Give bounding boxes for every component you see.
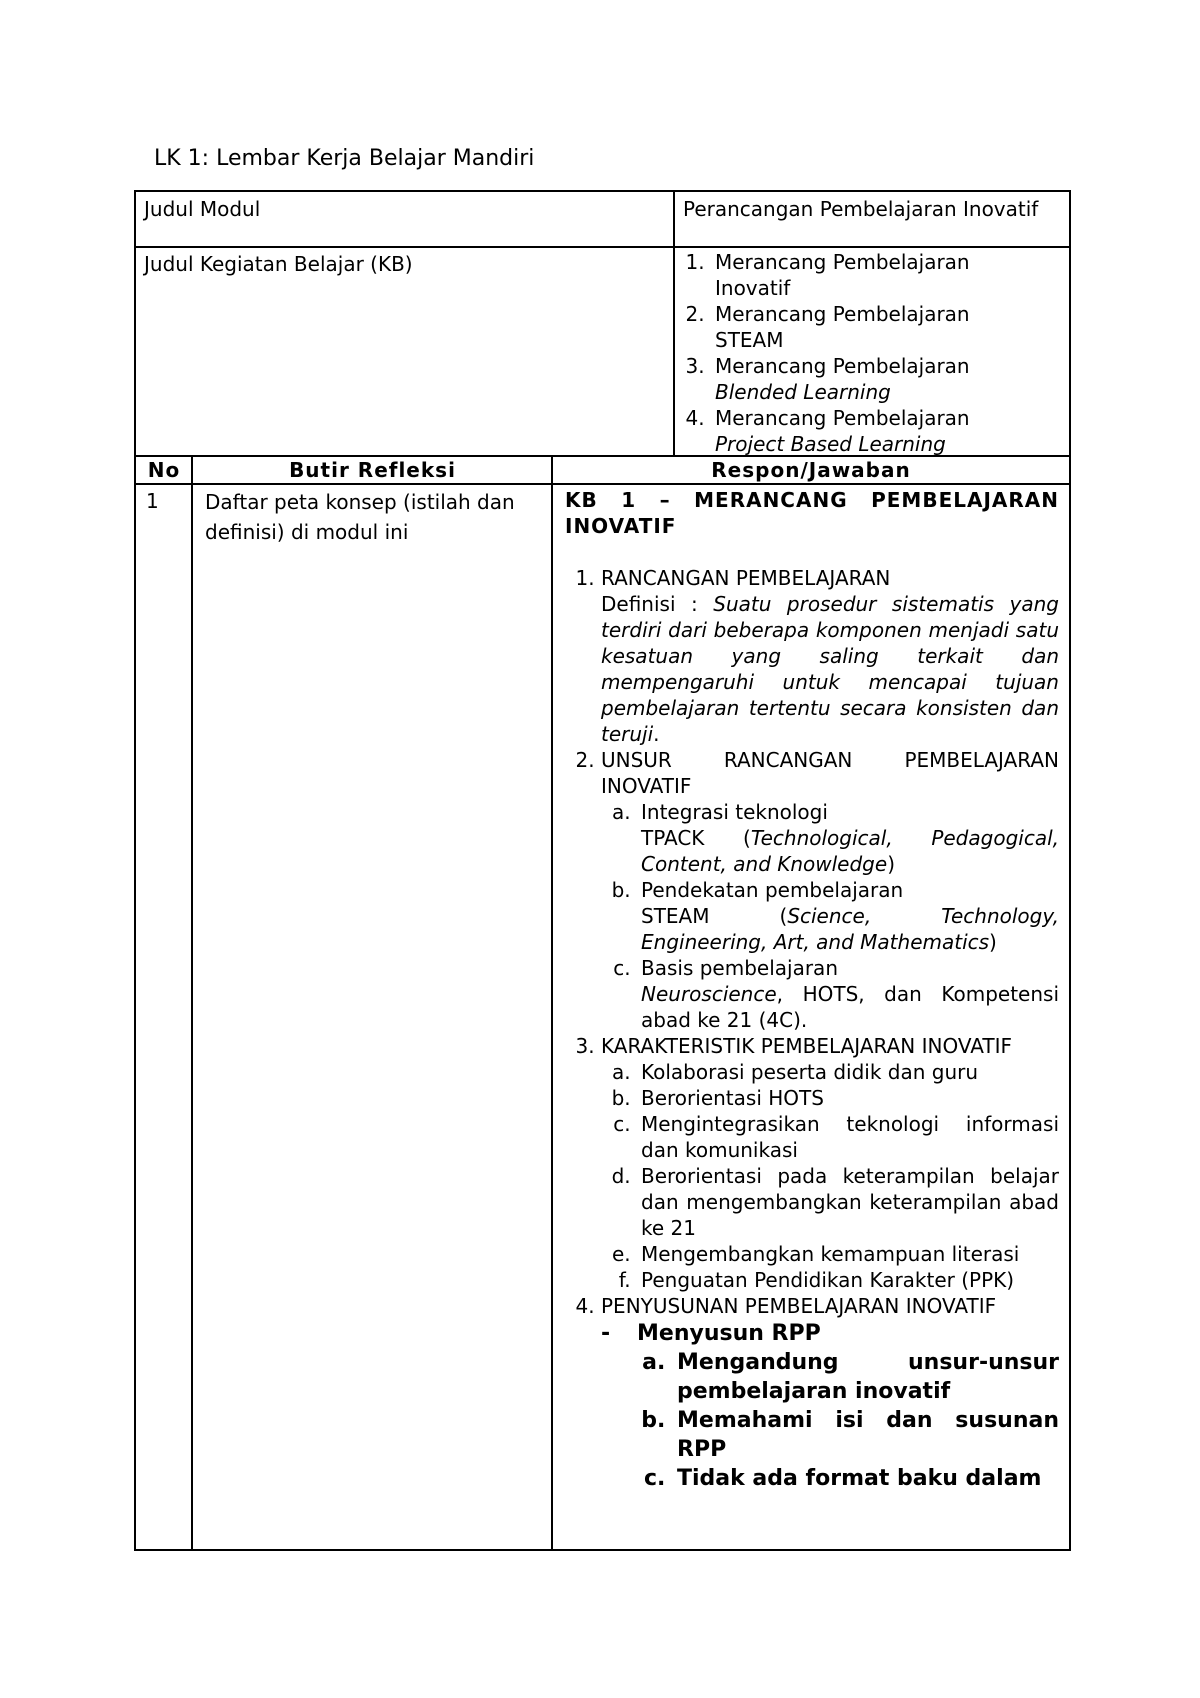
karakteristik-item: b. Berorientasi HOTS: [637, 1085, 1059, 1111]
modul-label: Judul Modul: [144, 197, 261, 221]
concept-item-3: [601, 1033, 1059, 1293]
kb-item: 4. Merancang Pembelajaran Project Based Learning: [711, 405, 1069, 457]
kb-item: 2. Merancang Pembelajaran STEAM: [711, 301, 1069, 353]
rpp-list: [637, 1348, 1059, 1493]
concept-item-4: [601, 1293, 1059, 1493]
concept-4-title: 4. PENYUSUNAN PEMBELAJARAN INOVATIF: [601, 1294, 997, 1318]
kb-item: 3. Merancang Pembelajaran Blended Learning: [711, 353, 1069, 405]
karakteristik-list: [601, 1059, 1059, 1293]
rpp-item: c. Tidak ada format baku dalam: [673, 1464, 1059, 1493]
kb-label-cell: [134, 247, 674, 456]
modul-value-cell: [673, 190, 1071, 248]
modul-value: Perancangan Pembelajaran Inovatif: [683, 197, 1039, 221]
kb-item: 1. Merancang Pembelajaran Inovatif: [711, 249, 1069, 301]
karakteristik-item: d. Berorientasi pada keterampilan belajar dan mengembangkan keterampilan abad ke 21: [637, 1163, 1059, 1241]
header-no: No: [147, 458, 181, 482]
unsur-item: a. Integrasi teknologi TPACK (Technological, Pedagogical, Content, and Knowledge): [637, 799, 1059, 877]
row1-butir-cell: [191, 484, 552, 1551]
kb-heading: KB 1 – MERANCANG PEMBELAJARAN INOVATIF: [565, 488, 1059, 538]
concept-3-title: 3. KARAKTERISTIK PEMBELAJARAN INOVATIF: [601, 1034, 1013, 1058]
concept-1-definition: Definisi : Suatu prosedur sistematis yang terdiri dari beberapa komponen menjadi satu kesatuan yang saling terkait dan mempengaruhi untuk mencapai tujuan pembelajaran tertentu secara konsisten dan teruji.: [601, 592, 1059, 746]
kb-list: [675, 249, 1069, 457]
header-respon: Respon/Jawaban: [711, 458, 911, 482]
concept-1-title: 1. RANCANGAN PEMBELAJARAN: [601, 566, 891, 590]
unsur-list: [601, 799, 1059, 1033]
concept-list: [565, 565, 1059, 1493]
header-butir: Butir Refleksi: [289, 458, 456, 482]
concept-item-1: [601, 565, 1059, 747]
penyusunan-item: - Menyusun RPP a. Mengandung unsur-unsur pembelajaran inovatif b. Memahami isi dan susunan RPP c. Tidak ada format baku dalam: [601, 1319, 1059, 1493]
karakteristik-item: a. Kolaborasi peserta didik dan guru: [637, 1059, 1059, 1085]
modul-label-cell: [134, 190, 674, 248]
karakteristik-item: f. Penguatan Pendidikan Karakter (PPK): [637, 1267, 1059, 1293]
row1-respon-cell: [551, 484, 1071, 1551]
kb-list-cell: [673, 247, 1071, 456]
row1-butir: Daftar peta konsep (istilah dan definisi) di modul ini: [205, 490, 515, 544]
karakteristik-item: e. Mengembangkan kemampuan literasi: [637, 1241, 1059, 1267]
kb-label: Judul Kegiatan Belajar (KB): [144, 252, 413, 276]
unsur-item: b. Pendekatan pembelajaran STEAM (Science, Technology, Engineering, Art, and Mathematics): [637, 877, 1059, 955]
penyusunan-list: [601, 1319, 1059, 1493]
response-body: [553, 484, 1069, 1493]
row1-no: 1: [146, 489, 159, 513]
unsur-item: c. Basis pembelajaran Neuroscience, HOTS, dan Kompetensi abad ke 21 (4C).: [637, 955, 1059, 1033]
rpp-item: a. Mengandung unsur-unsur pembelajaran inovatif: [673, 1348, 1059, 1406]
header-respon-cell: [551, 455, 1071, 485]
karakteristik-item: c. Mengintegrasikan teknologi informasi dan komunikasi: [637, 1111, 1059, 1163]
row1-no-cell: [134, 484, 192, 1551]
document-title: LK 1: Lembar Kerja Belajar Mandiri: [154, 146, 535, 171]
header-no-cell: [134, 455, 192, 485]
header-butir-cell: [191, 455, 552, 485]
concept-2-title: 2. UNSUR RANCANGAN PEMBELAJARAN INOVATIF: [601, 748, 1059, 798]
concept-item-2: [601, 747, 1059, 1033]
rpp-item: b. Memahami isi dan susunan RPP: [673, 1406, 1059, 1464]
